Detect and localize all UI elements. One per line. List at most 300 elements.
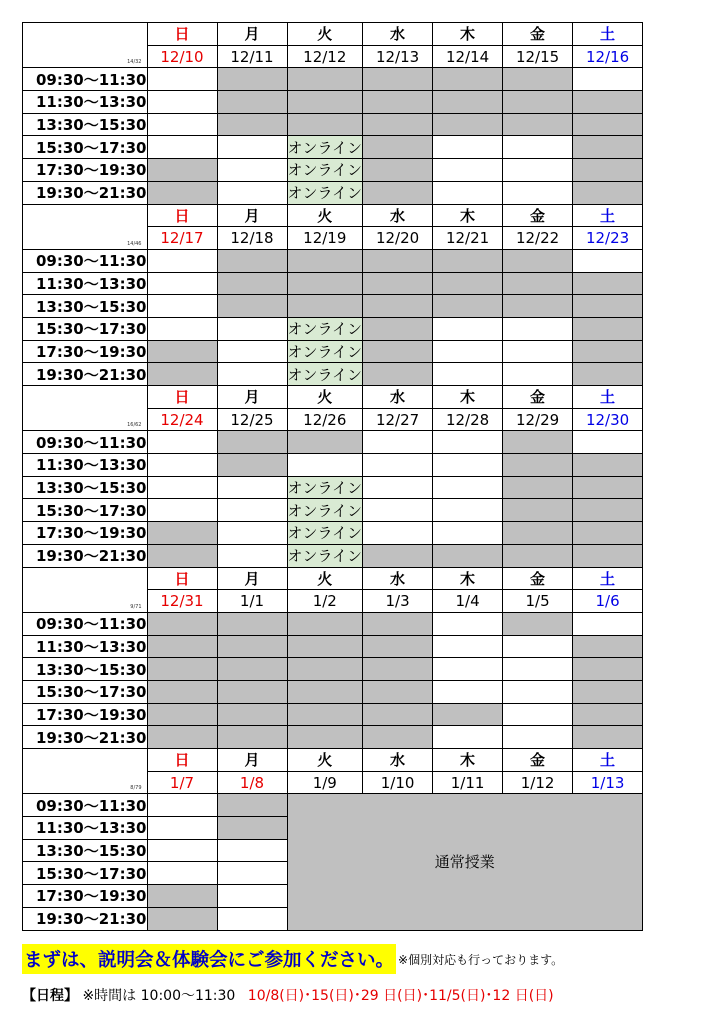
unavailable-slot [573,295,643,318]
unavailable-slot [287,680,363,703]
available-slot [433,454,503,477]
unavailable-slot [363,113,433,136]
unavailable-slot [147,363,217,386]
available-slot [503,317,573,340]
schedule-table [22,22,643,931]
day-of-week: 水 [363,567,433,590]
day-of-week: 木 [433,204,503,227]
unavailable-slot [433,113,503,136]
regular-class-block: 通常授業 [287,794,643,930]
time-slot-row [23,612,643,635]
date-cell: 12/16 [573,45,643,68]
time-slot-label: 17:30～19:30 [23,159,148,182]
available-slot [433,658,503,681]
unavailable-slot [503,499,573,522]
unavailable-slot [573,340,643,363]
time-slot-label: 15:30～17:30 [23,136,148,159]
online-slot: オンライン [287,136,363,159]
day-of-week: 日 [147,23,217,46]
date-cell: 1/10 [363,771,433,794]
date-cell: 12/29 [503,408,573,431]
date-cell: 1/6 [573,590,643,613]
unavailable-slot [217,817,287,840]
available-slot [147,817,217,840]
available-slot [433,159,503,182]
available-slot [217,839,287,862]
unavailable-slot [573,658,643,681]
date-cell: 12/15 [503,45,573,68]
unavailable-slot [573,544,643,567]
time-slot-row [23,703,643,726]
date-cell: 12/30 [573,408,643,431]
day-of-week: 金 [503,749,573,772]
time-slot-row [23,658,643,681]
unavailable-slot [147,181,217,204]
available-slot [433,136,503,159]
unavailable-slot [147,159,217,182]
date-cell: 1/1 [217,590,287,613]
time-slot-label: 19:30～21:30 [23,726,148,749]
date-cell: 12/11 [217,45,287,68]
unavailable-slot [503,544,573,567]
cta-note: ※個別対応も行っております。 [398,952,564,967]
unavailable-slot [363,159,433,182]
available-slot [147,68,217,91]
available-slot [217,317,287,340]
available-slot [503,703,573,726]
available-slot [503,363,573,386]
day-of-week: 月 [217,204,287,227]
available-slot [363,476,433,499]
time-slot-row [23,499,643,522]
online-slot: オンライン [287,522,363,545]
available-slot [503,136,573,159]
time-slot-row [23,544,643,567]
online-slot: オンライン [287,159,363,182]
date-cell: 12/31 [147,590,217,613]
unavailable-slot [503,68,573,91]
unavailable-slot [363,363,433,386]
available-slot [433,726,503,749]
schedule-label: 【日程】 [22,988,78,1004]
unavailable-slot [363,612,433,635]
time-slot-row [23,454,643,477]
unavailable-slot [363,703,433,726]
day-of-week: 木 [433,567,503,590]
unavailable-slot [503,91,573,114]
available-slot [147,476,217,499]
unavailable-slot [287,703,363,726]
unavailable-slot [217,612,287,635]
unavailable-slot [363,726,433,749]
available-slot [217,499,287,522]
unavailable-slot [363,91,433,114]
week-count-cell [23,749,148,794]
time-slot-label: 09:30～11:30 [23,249,148,272]
unavailable-slot [503,431,573,454]
day-of-week: 日 [147,567,217,590]
schedule-dates: 10/8(日)･15(日)･29 日(日)･11/5(日)･12 日(日) [247,988,554,1004]
unavailable-slot [503,272,573,295]
unavailable-slot [287,612,363,635]
unavailable-slot [217,295,287,318]
available-slot [363,499,433,522]
day-of-week: 金 [503,386,573,409]
date-cell: 12/13 [363,45,433,68]
available-slot [217,476,287,499]
unavailable-slot [147,703,217,726]
available-slot [217,522,287,545]
time-slot-label: 09:30～11:30 [23,68,148,91]
time-slot-label: 17:30～19:30 [23,522,148,545]
time-slot-label: 19:30～21:30 [23,907,148,930]
available-slot [433,476,503,499]
unavailable-slot [573,680,643,703]
date-cell: 12/18 [217,227,287,250]
week-header-row [23,749,643,772]
time-slot-label: 11:30～13:30 [23,635,148,658]
available-slot [147,113,217,136]
unavailable-slot [217,431,287,454]
day-of-week: 月 [217,23,287,46]
available-slot [147,249,217,272]
date-cell: 1/12 [503,771,573,794]
unavailable-slot [217,794,287,817]
day-of-week: 金 [503,567,573,590]
available-slot [147,431,217,454]
week-header-row [23,386,643,409]
unavailable-slot [147,612,217,635]
unavailable-slot [287,658,363,681]
unavailable-slot [287,249,363,272]
available-slot [147,295,217,318]
day-of-week: 金 [503,204,573,227]
week-header-row [23,23,643,46]
unavailable-slot [433,544,503,567]
available-slot [363,522,433,545]
unavailable-slot [287,272,363,295]
day-of-week: 火 [287,749,363,772]
day-of-week: 月 [217,567,287,590]
unavailable-slot [147,907,217,930]
time-slot-row [23,159,643,182]
unavailable-slot [573,635,643,658]
date-cell: 1/9 [287,771,363,794]
schedule-info [22,985,554,1005]
unavailable-slot [363,658,433,681]
available-slot [503,726,573,749]
week-header-row [23,567,643,590]
available-slot [147,317,217,340]
date-cell: 1/13 [573,771,643,794]
available-slot [433,317,503,340]
time-slot-label: 09:30～11:30 [23,431,148,454]
unavailable-slot [147,340,217,363]
date-cell: 12/19 [287,227,363,250]
unavailable-slot [363,249,433,272]
week-count: 14/32 [127,59,142,66]
available-slot [433,340,503,363]
unavailable-slot [147,658,217,681]
unavailable-slot [217,113,287,136]
day-of-week: 水 [363,749,433,772]
time-slot-row [23,476,643,499]
day-of-week: 日 [147,204,217,227]
date-cell: 1/2 [287,590,363,613]
available-slot [217,136,287,159]
available-slot [433,431,503,454]
unavailable-slot [217,454,287,477]
date-cell: 1/8 [217,771,287,794]
online-slot: オンライン [287,181,363,204]
available-slot [433,680,503,703]
unavailable-slot [217,658,287,681]
available-slot [147,794,217,817]
unavailable-slot [433,295,503,318]
week-count: 9/71 [130,603,142,610]
unavailable-slot [573,181,643,204]
unavailable-slot [363,68,433,91]
available-slot [217,862,287,885]
unavailable-slot [287,635,363,658]
unavailable-slot [147,885,217,908]
date-cell: 12/17 [147,227,217,250]
available-slot [433,522,503,545]
time-slot-row [23,726,643,749]
time-slot-label: 09:30～11:30 [23,794,148,817]
day-of-week: 水 [363,204,433,227]
week-count: 16/62 [127,422,142,429]
time-slot-row [23,249,643,272]
unavailable-slot [573,454,643,477]
available-slot [217,907,287,930]
day-of-week: 木 [433,23,503,46]
time-slot-row [23,113,643,136]
available-slot [287,454,363,477]
day-of-week: 水 [363,386,433,409]
unavailable-slot [363,181,433,204]
available-slot [147,272,217,295]
unavailable-slot [363,295,433,318]
day-of-week: 月 [217,386,287,409]
unavailable-slot [217,249,287,272]
date-cell: 12/12 [287,45,363,68]
day-of-week: 土 [573,204,643,227]
available-slot [363,431,433,454]
unavailable-slot [287,431,363,454]
online-slot: オンライン [287,544,363,567]
available-slot [217,181,287,204]
time-slot-label: 13:30～15:30 [23,839,148,862]
week-count-cell [23,204,148,249]
unavailable-slot [573,476,643,499]
online-slot: オンライン [287,476,363,499]
unavailable-slot [147,680,217,703]
date-cell: 12/28 [433,408,503,431]
available-slot [363,454,433,477]
date-cell: 12/26 [287,408,363,431]
date-cell: 12/25 [217,408,287,431]
time-slot-label: 19:30～21:30 [23,181,148,204]
date-cell: 12/27 [363,408,433,431]
unavailable-slot [433,272,503,295]
unavailable-slot [433,68,503,91]
day-of-week: 火 [287,567,363,590]
date-cell: 1/4 [433,590,503,613]
time-slot-label: 11:30～13:30 [23,91,148,114]
time-slot-row [23,136,643,159]
available-slot [217,885,287,908]
date-cell: 12/23 [573,227,643,250]
unavailable-slot [217,726,287,749]
unavailable-slot [573,363,643,386]
unavailable-slot [503,295,573,318]
unavailable-slot [573,317,643,340]
online-slot: オンライン [287,499,363,522]
time-slot-label: 15:30～17:30 [23,862,148,885]
time-slot-row [23,340,643,363]
available-slot [573,249,643,272]
time-slot-row [23,295,643,318]
unavailable-slot [217,680,287,703]
time-slot-label: 11:30～13:30 [23,272,148,295]
available-slot [433,612,503,635]
online-slot: オンライン [287,340,363,363]
date-cell: 12/22 [503,227,573,250]
day-of-week: 日 [147,386,217,409]
time-slot-row [23,635,643,658]
date-cell: 1/3 [363,590,433,613]
time-slot-row [23,680,643,703]
time-slot-label: 15:30～17:30 [23,499,148,522]
date-cell: 12/20 [363,227,433,250]
time-slot-label: 17:30～19:30 [23,703,148,726]
unavailable-slot [503,522,573,545]
time-slot-row [23,91,643,114]
unavailable-slot [503,612,573,635]
day-of-week: 火 [287,23,363,46]
day-of-week: 火 [287,386,363,409]
week-count-cell [23,567,148,612]
unavailable-slot [503,476,573,499]
unavailable-slot [503,113,573,136]
unavailable-slot [573,272,643,295]
day-of-week: 月 [217,749,287,772]
unavailable-slot [503,454,573,477]
time-slot-label: 15:30～17:30 [23,317,148,340]
unavailable-slot [363,317,433,340]
time-slot-row [23,794,643,817]
available-slot [503,159,573,182]
day-of-week: 土 [573,749,643,772]
time-slot-row [23,68,643,91]
unavailable-slot [573,113,643,136]
unavailable-slot [217,635,287,658]
day-of-week: 土 [573,567,643,590]
available-slot [147,454,217,477]
available-slot [147,862,217,885]
unavailable-slot [287,726,363,749]
time-slot-row [23,317,643,340]
available-slot [147,839,217,862]
available-slot [433,181,503,204]
unavailable-slot [363,136,433,159]
unavailable-slot [433,703,503,726]
available-slot [217,544,287,567]
available-slot [217,340,287,363]
available-slot [503,680,573,703]
day-of-week: 土 [573,386,643,409]
unavailable-slot [573,91,643,114]
time-slot-row [23,363,643,386]
day-of-week: 土 [573,23,643,46]
online-slot: オンライン [287,363,363,386]
unavailable-slot [433,91,503,114]
day-of-week: 火 [287,204,363,227]
cta-headline: まずは、説明会＆体験会にご参加ください。 [22,944,396,974]
unavailable-slot [287,68,363,91]
unavailable-slot [573,703,643,726]
time-slot-label: 11:30～13:30 [23,454,148,477]
time-slot-row [23,431,643,454]
week-count: 14/46 [127,240,142,247]
time-slot-row [23,522,643,545]
week-header-row [23,204,643,227]
unavailable-slot [287,91,363,114]
date-cell: 1/11 [433,771,503,794]
day-of-week: 日 [147,749,217,772]
available-slot [573,612,643,635]
day-of-week: 水 [363,23,433,46]
week-count-cell [23,386,148,431]
date-cell: 1/7 [147,771,217,794]
time-slot-label: 17:30～19:30 [23,340,148,363]
unavailable-slot [363,635,433,658]
available-slot [433,635,503,658]
unavailable-slot [503,249,573,272]
unavailable-slot [363,272,433,295]
day-of-week: 木 [433,386,503,409]
unavailable-slot [573,136,643,159]
available-slot [503,635,573,658]
day-of-week: 金 [503,23,573,46]
available-slot [147,91,217,114]
available-slot [433,363,503,386]
available-slot [573,431,643,454]
unavailable-slot [217,272,287,295]
unavailable-slot [573,499,643,522]
unavailable-slot [217,68,287,91]
available-slot [503,340,573,363]
schedule-time: ※時間は 10:00～11:30 [82,988,236,1004]
day-of-week: 木 [433,749,503,772]
unavailable-slot [573,159,643,182]
time-slot-label: 19:30～21:30 [23,363,148,386]
unavailable-slot [363,544,433,567]
unavailable-slot [147,726,217,749]
available-slot [217,159,287,182]
unavailable-slot [147,522,217,545]
available-slot [573,68,643,91]
available-slot [147,499,217,522]
unavailable-slot [363,340,433,363]
unavailable-slot [287,295,363,318]
time-slot-label: 13:30～15:30 [23,113,148,136]
time-slot-label: 13:30～15:30 [23,658,148,681]
unavailable-slot [363,680,433,703]
time-slot-label: 17:30～19:30 [23,885,148,908]
time-slot-label: 09:30～11:30 [23,612,148,635]
